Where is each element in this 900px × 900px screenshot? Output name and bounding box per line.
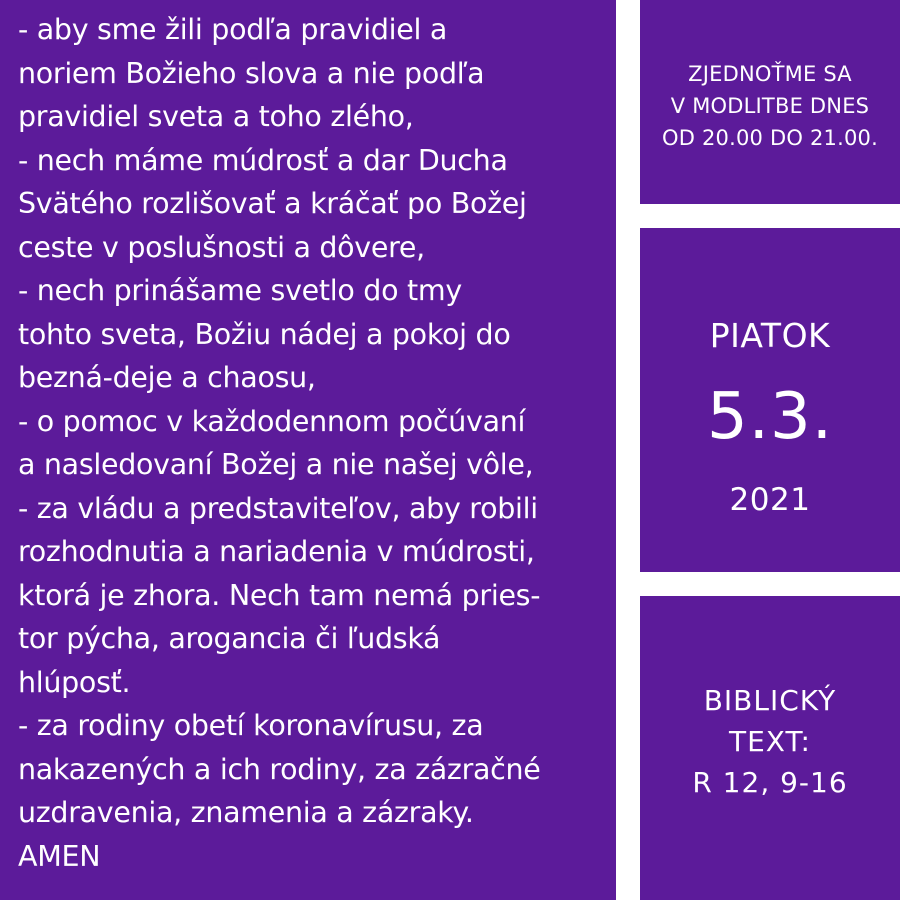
prayer-text [18, 8, 541, 878]
prayer-line: tor pýcha, arogancia či ľudská [18, 622, 441, 655]
prayer-line: - za vládu a predstaviteľov, aby robili [18, 491, 538, 525]
prayer-line: - nech prinášame svetlo do tmy [18, 274, 462, 307]
prayer-line: rozhodnutia a nariadenia v múdrosti, [18, 535, 535, 568]
prayer-line: nakazených a ich rodiny, za zázračné [18, 752, 541, 786]
prayer-line: - aby sme žili podľa pravidiel a [18, 13, 448, 46]
prayer-time-line: ZJEDNOŤME SA [688, 62, 852, 86]
bible-line: BIBLICKÝ [703, 684, 837, 717]
prayer-line: noriem Božieho slova a nie podľa [18, 56, 485, 90]
prayer-time-box [640, 0, 900, 204]
day-name: PIATOK [709, 316, 831, 355]
prayer-line: ceste v poslušnosti a dôvere, [18, 230, 425, 264]
year-value: 2021 [729, 482, 811, 518]
prayer-time-line: OD 20.00 DO 21.00. [662, 126, 878, 150]
prayer-line: AMEN [18, 839, 101, 873]
prayer-line: ktorá je zhora. Nech tam nemá pries- [18, 578, 541, 612]
prayer-line: pravidiel sveta a toho zlého, [18, 100, 414, 133]
bible-line: TEXT: [729, 725, 811, 758]
prayer-line: - za rodiny obetí koronavírusu, za [18, 709, 484, 742]
date-box [640, 228, 900, 572]
date-value: 5.3. [706, 380, 834, 454]
bible-text-box [640, 596, 900, 900]
bible-reference [640, 680, 900, 803]
prayer-line: bezná-deje a chaosu, [18, 361, 316, 394]
prayer-line: tohto sveta, Božiu nádej a pokoj do [18, 317, 511, 351]
prayer-line: - o pomoc v každodennom počúvaní [18, 404, 526, 438]
prayer-line: hlúposť. [18, 665, 131, 699]
prayer-time-text [640, 58, 900, 154]
bible-line: R 12, 9-16 [692, 766, 848, 799]
prayer-time-line: V MODLITBE DNES [670, 94, 870, 118]
prayer-line: uzdravenia, znamenia a zázraky. [18, 796, 474, 829]
prayer-line: Svätého rozlišovať a kráčať po Božej [18, 187, 527, 220]
prayer-line: - nech máme múdrosť a dar Ducha [18, 143, 508, 177]
prayer-line: a nasledovaní Božej a nie našej vôle, [18, 448, 534, 481]
